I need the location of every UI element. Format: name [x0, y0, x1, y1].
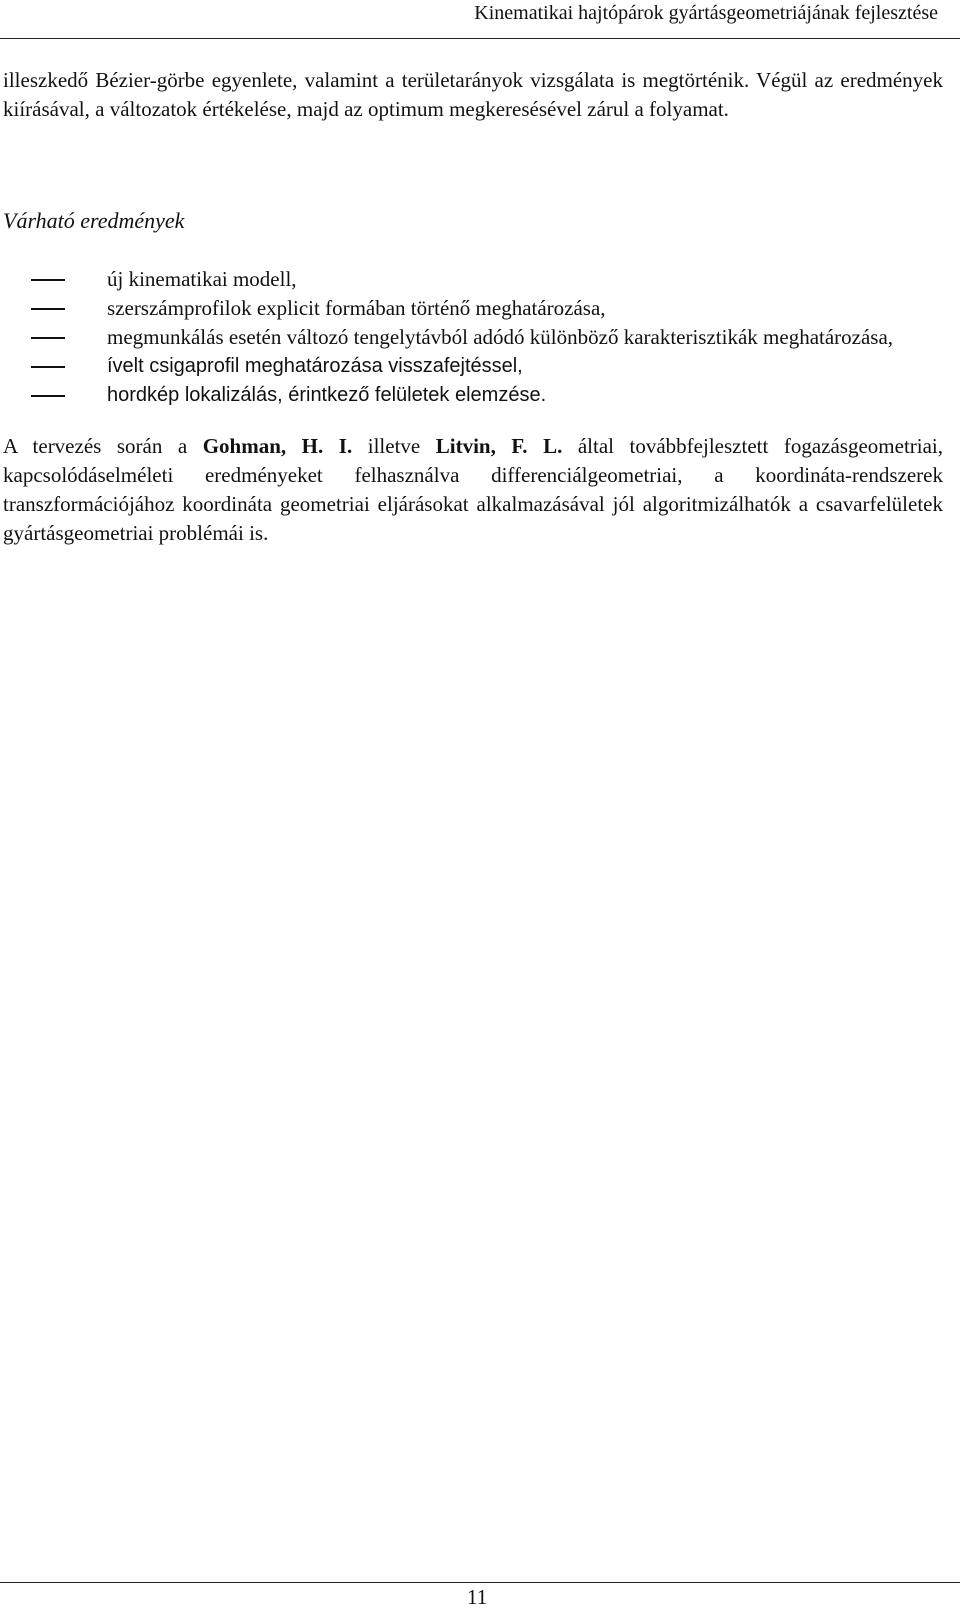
- dash-bullet: [31, 366, 65, 368]
- list-item: szerszámprofilok explicit formában történő meghatározása,: [3, 294, 943, 323]
- intro-paragraph: illeszkedő Bézier-görbe egyenlete, valamint a területarányok vizsgálata is megtörténik. Végül az eredmények kiírásával, a változatok értékelése, majd az optimum megkeresésével zárul a folyamat.: [3, 68, 943, 121]
- page-number: 11: [467, 1585, 488, 1609]
- running-title: Kinematikai hajtópárok gyártásgeometriájának fejlesztése: [474, 2, 938, 24]
- page-content: [3, 66, 943, 548]
- results-list: [3, 265, 943, 410]
- page-footer: [0, 1582, 960, 1610]
- list-item: hordkép lokalizálás, érintkező felületek elemzése.: [3, 381, 943, 410]
- dash-bullet: [31, 308, 65, 310]
- dash-bullet: [31, 337, 65, 339]
- dash-bullet: [31, 395, 65, 397]
- section-heading: Várható eredmények: [3, 208, 185, 233]
- page-header: [0, 0, 960, 39]
- author-litvin: Litvin, F. L.: [435, 434, 563, 458]
- author-gohman: Gohman, H. I.: [202, 434, 353, 458]
- list-item: megmunkálás esetén változó tengelytávból adódó különböző karakterisztikák meghatározása,: [3, 323, 943, 352]
- list-item: ívelt csigaprofil meghatározása visszafejtéssel,: [3, 352, 943, 381]
- list-item: új kinematikai modell,: [3, 265, 943, 294]
- design-paragraph: A tervezés során a Gohman, H. I. illetve Litvin, F. L. által továbbfejlesztett fogazásgeometriai, kapcsolódáselméleti eredményeket felhasználva differenciálgeometriai, a koordináta-rendszerek transzformációjához koordináta geometriai eljárásokat alkalmazásával jól algoritmizálhatók a csavarfelületek gyártásgeometriai problémái is.: [3, 434, 944, 545]
- dash-bullet: [31, 279, 65, 281]
